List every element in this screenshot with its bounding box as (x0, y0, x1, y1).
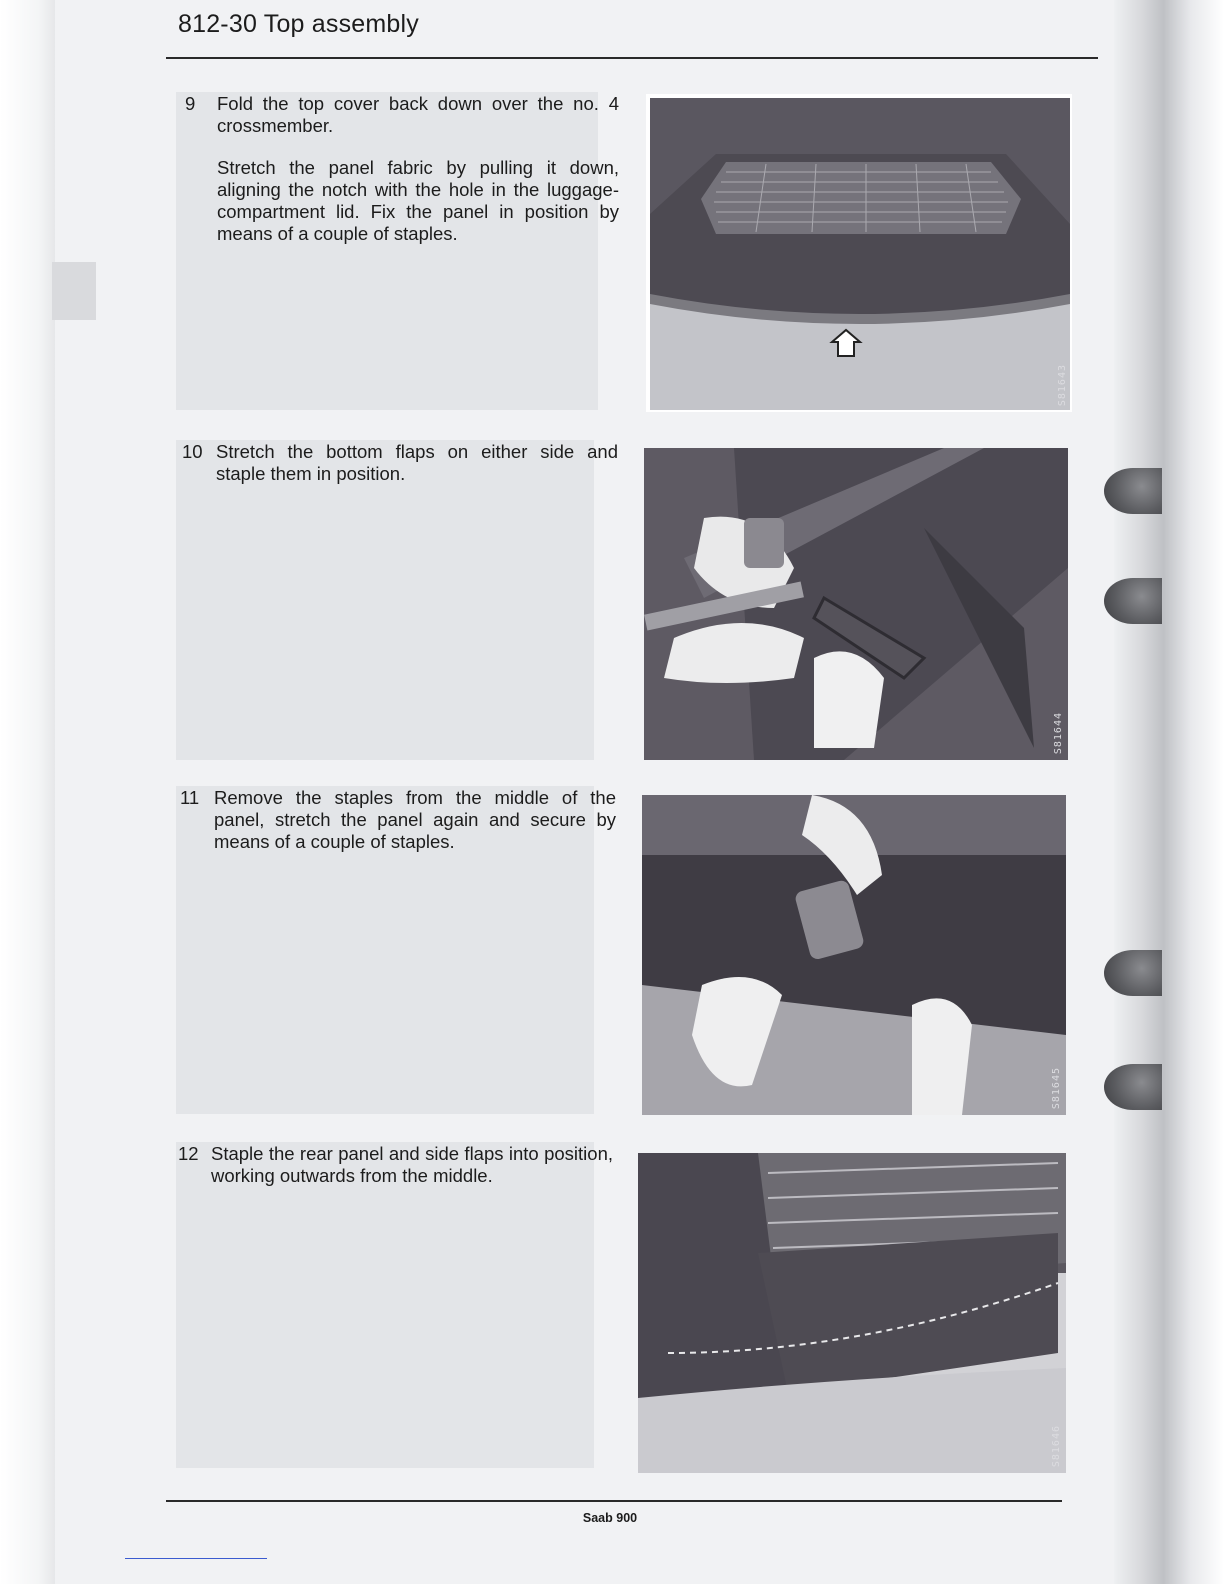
step-number: 10 (182, 441, 203, 462)
photo-reference-code: S81644 (1053, 711, 1064, 754)
step-number: 9 (185, 93, 196, 114)
page-title: 812-30 Top assembly (178, 10, 419, 38)
step-photo (638, 1153, 1066, 1473)
binder-hole (1104, 950, 1162, 996)
step-number: 11 (180, 787, 200, 808)
binder-hole (1104, 468, 1162, 514)
step-instructions (217, 93, 619, 265)
securing-panel-photo (642, 795, 1066, 1115)
rear-window-photo (646, 94, 1072, 412)
page-edge-line (125, 1558, 267, 1559)
header-divider (166, 57, 1098, 59)
binder-hole (1104, 1064, 1162, 1110)
photo-reference-code: S81646 (1051, 1424, 1062, 1467)
page-margin-tab (52, 262, 96, 320)
step-paragraph: Stretch the panel fabric by pulling it down, aligning the notch with the hole in the luggage-compartment lid. Fix the panel in position by means of a couple of staples. (217, 157, 619, 244)
binder-hole (1104, 578, 1162, 624)
step-paragraph: Fold the top cover back down over the no. 4 crossmember. (217, 93, 619, 136)
rear-panel-stapled-photo (638, 1153, 1066, 1473)
footer-divider (166, 1500, 1062, 1502)
step-photo (646, 94, 1072, 412)
page-left-margin (0, 0, 55, 1584)
footer-label: Saab 900 (582, 1511, 638, 1525)
page-binding-edge (1114, 0, 1224, 1584)
step-instructions (216, 441, 618, 505)
step-paragraph: Remove the staples from the middle of the panel, stretch the panel again and secure by means of a couple of staples. (214, 787, 616, 852)
step-paragraph: Staple the rear panel and side flaps into position, working outwards from the middle. (211, 1143, 613, 1186)
step-number: 12 (178, 1143, 199, 1164)
step-photo (642, 795, 1066, 1115)
photo-reference-code: S81643 (1057, 363, 1068, 406)
step-instructions (211, 1143, 613, 1207)
stapling-flaps-photo (644, 448, 1068, 760)
step-instructions (214, 787, 616, 873)
step-paragraph: Stretch the bottom flaps on either side and staple them in position. (216, 441, 618, 484)
photo-reference-code: S81645 (1051, 1066, 1062, 1109)
step-photo (644, 448, 1068, 760)
